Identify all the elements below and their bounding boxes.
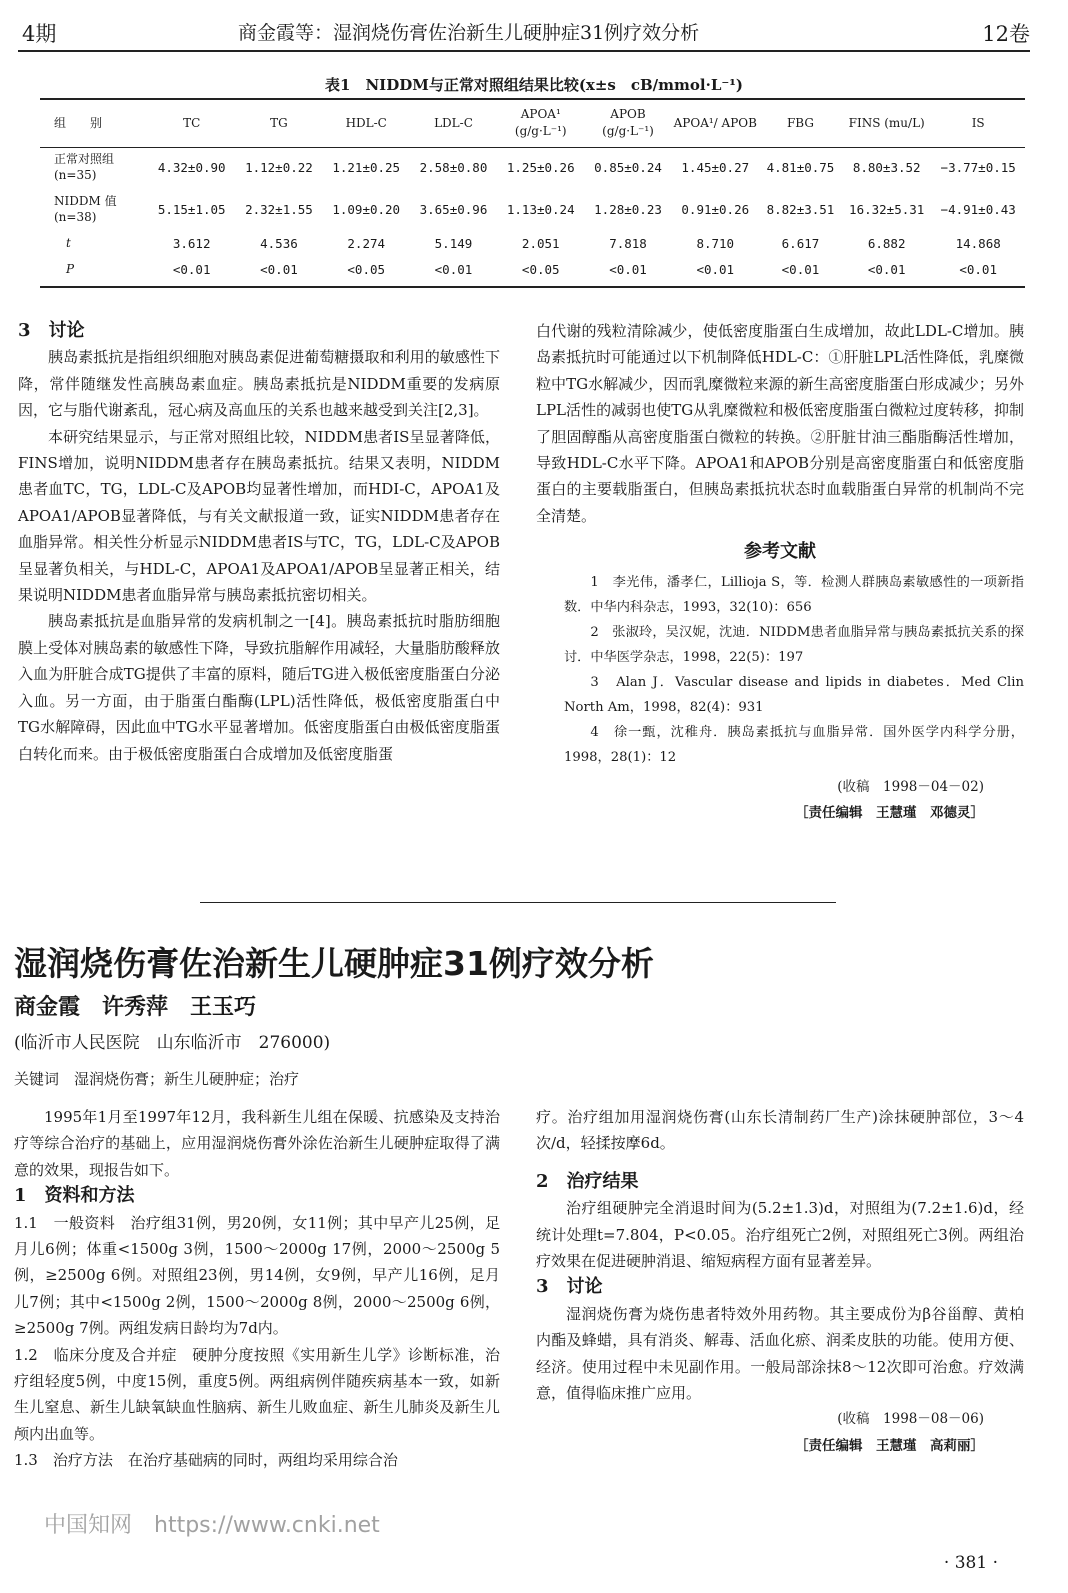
table-cell: 0.85±0.24	[594, 159, 662, 175]
table-group-cell	[40, 146, 148, 188]
table-cell: −3.77±0.15	[940, 159, 1016, 175]
section-heading: 3 讨论	[18, 320, 85, 341]
reference-item: 1 李光伟，潘孝仁，Lillioja S，等．检测人群胰岛素敏感性的一项新指数．中华内科杂志，1993，32(10)：656	[564, 574, 1024, 615]
table-header-cell: IS	[971, 115, 985, 130]
table-cell: 0.91±0.26	[681, 201, 750, 217]
table-cell: 5.15±1.05	[157, 201, 226, 217]
article-title: 湿润烧伤膏佐治新生儿硬肿症31例疗效分析	[14, 944, 654, 983]
table-cell: 14.868	[955, 235, 1001, 251]
table-row	[40, 188, 1025, 230]
table-cell: 1.28±0.23	[594, 201, 662, 217]
table-cell: 2.274	[347, 235, 386, 251]
volume-label: 12卷	[982, 22, 1030, 46]
page-number: · 381 ·	[943, 1553, 998, 1573]
table-header-cell: APOA¹ (g/g·L⁻¹)	[514, 107, 567, 138]
article1-left-column	[18, 318, 500, 767]
table-header-cell: FINS (mu/L)	[848, 115, 925, 130]
table-group-cell	[40, 256, 148, 282]
table-cell: 1.25±0.26	[506, 159, 575, 175]
reference-item: 3 Alan J．Vascular disease and lipids in diabetes．Med Clin North Am，1998，82(4)：931	[564, 674, 1024, 715]
table-header-row	[40, 100, 1025, 146]
body-paragraph: 1.3 治疗方法 在治疗基础病的同时，两组均采用综合治	[14, 1451, 398, 1470]
header-rule	[18, 50, 1030, 52]
table-cell: 1.09±0.20	[332, 201, 401, 217]
editor-credit: ［责任编辑 王慧瑾 邓德灵］	[795, 805, 984, 822]
body-paragraph: 胰岛素抵抗是血脂异常的发病机制之一[4]。胰岛素抵抗时脂肪细胞膜上受体对胰岛素的敏感性下降，导致抗脂解作用减轻，大量脂肪酸释放入血为肝脏合成TG提供了丰富的原料，随后TG进入极低密度脂蛋白分泌入血。另一方面，由于脂蛋白酯酶(LPL)活性降低，极低密度脂蛋白中TG水解障碍，因此血中TG水平显著增加。低密度脂蛋白由极低密度脂蛋白转化而来。由于极低密度脂蛋白合成增加及低密度脂蛋	[18, 612, 500, 763]
table-cell: 4.81±0.75	[766, 159, 835, 175]
table-cell: <0.01	[609, 261, 647, 277]
table-header-cell: TG	[270, 115, 288, 130]
table-cell: 1.21±0.25	[332, 159, 401, 175]
results-table	[40, 100, 1025, 282]
table-cell: <0.01	[260, 261, 298, 277]
keywords: 关键词 湿润烧伤膏；新生儿硬肿症；治疗	[14, 1070, 300, 1088]
table-cell: 6.617	[781, 235, 820, 251]
article1-right-column	[536, 318, 1024, 826]
received-date: (收稿 1998－08－06)	[837, 1411, 984, 1428]
table-cell: 8.80±3.52	[852, 159, 921, 175]
table-cell: <0.01	[781, 261, 820, 277]
table-cell: 7.818	[609, 235, 647, 251]
group-n: (n=38)	[54, 210, 97, 224]
table-cell: 8.82±3.51	[766, 201, 835, 217]
body-paragraph: 1.2 临床分度及合并症 硬肿分度按照《实用新生儿学》诊断标准，治疗组轻度5例，中度15例，重度5例。两组病例伴随疾病基本一致，如新生儿窒息、新生儿缺氧缺血性脑病、新生儿败血症、新生儿肺炎及新生儿颅内出血等。	[14, 1345, 500, 1443]
table-cell: 2.32±1.55	[245, 201, 313, 217]
section-heading: 3 讨论	[536, 1276, 603, 1298]
table-cell: 8.710	[696, 235, 735, 251]
body-paragraph: 湿润烧伤膏为烧伤患者特效外用药物。其主要成份为β谷甾醇、黄柏内酯及蜂蜡，具有消炎、解毒、活血化瘀、润柔皮肤的功能。使用方便、经济。使用过程中未见副作用。一般局部涂抹8～12次即可治愈。疗效满意，值得临床推广应用。	[536, 1304, 1024, 1403]
table-cell: <0.01	[959, 261, 997, 277]
table-row	[40, 230, 1025, 256]
issue-label: 4期	[22, 22, 57, 46]
affiliation: (临沂市人民医院 山东临沂市 276000)	[14, 1033, 331, 1053]
group-n: (n=35)	[54, 168, 97, 182]
table-cell: 2.58±0.80	[419, 159, 488, 175]
table-header-cell: APOA¹/ APOB	[673, 115, 757, 130]
table-cell: 1.13±0.24	[506, 201, 575, 217]
table-cell: <0.01	[867, 261, 906, 277]
table-row	[40, 146, 1025, 188]
table-cell: <0.05	[347, 261, 386, 277]
table-cell: 5.149	[434, 235, 473, 251]
group-label: 正常对照组	[54, 152, 115, 166]
table-header-cell: 组 别	[54, 115, 103, 130]
table-cell: <0.01	[696, 261, 735, 277]
body-paragraph: 胰岛素抵抗是指组织细胞对胰岛素促进葡萄糖摄取和利用的敏感性下降，常伴随继发性高胰岛素血症。胰岛素抵抗是NIDDM重要的发病原因，它与脂代谢紊乱，冠心病及高血压的关系也越来越受到关注[2,3]。	[18, 348, 500, 420]
cnki-watermark: 中国知网 https://www.cnki.net	[44, 1513, 380, 1538]
table-cell: 4.536	[260, 235, 298, 251]
table-header-cell: HDL-C	[345, 115, 387, 130]
table-bottom-rule	[40, 286, 1025, 288]
table-cell: −4.91±0.43	[940, 201, 1016, 217]
table-header-cell: APOB (g/g·L⁻¹)	[602, 107, 654, 138]
table-cell: 3.612	[172, 235, 211, 251]
table-header-cell: FBG	[786, 115, 814, 130]
section-heading: 1 资料和方法	[14, 1185, 135, 1207]
table-mid-rule	[40, 147, 1025, 148]
authors: 商金霞 许秀萍 王玉巧	[14, 995, 257, 1020]
table-cell: 1.45±0.27	[681, 159, 750, 175]
table-cell: <0.01	[434, 261, 473, 277]
group-label: P	[66, 262, 75, 276]
table-cell: 1.12±0.22	[245, 159, 313, 175]
editor-credit: ［责任编辑 王慧瑾 高莉丽］	[795, 1437, 984, 1454]
article2-left-column	[14, 1104, 500, 1474]
table-group-cell	[40, 230, 148, 256]
table-header-cell: TC	[183, 115, 201, 130]
table-cell: <0.05	[521, 261, 560, 277]
body-paragraph: 1995年1月至1997年12月，我科新生儿组在保暖、抗感染及支持治疗等综合治疗的基础上，应用湿润烧伤膏外涂佐治新生儿硬肿症取得了满意的效果，现报告如下。	[14, 1108, 500, 1179]
table-cell: 4.32±0.90	[157, 159, 226, 175]
table-caption: 表1 NIDDM与正常对照组结果比较(x±s cB/mmol·L⁻¹)	[325, 76, 743, 94]
body-paragraph: 疗。治疗组加用湿润烧伤膏(山东长清制药厂生产)涂抹硬肿部位，3～4次/d，轻揉按摩6d。	[536, 1108, 1024, 1153]
section-heading: 2 治疗结果	[536, 1170, 639, 1192]
group-label: t	[66, 236, 71, 250]
body-paragraph: 治疗组硬肿完全消退时间为(5.2±1.3)d，对照组为(7.2±1.6)d，经统计处理t=7.804，P<0.05。治疗组死亡2例，对照组死亡3例。两组治疗效果在促进硬肿消退、缩短病程方面有显著差异。	[536, 1199, 1024, 1271]
article2-right-column	[536, 1104, 1024, 1459]
reference-item: 2 张淑玲，吴汉妮，沈迪．NIDDM患者血脂异常与胰岛素抵抗关系的探讨．中华医学杂志，1998，22(5)：197	[564, 624, 1024, 665]
article-divider	[200, 902, 836, 903]
table-row	[40, 256, 1025, 282]
table-cell: 3.65±0.96	[419, 201, 488, 217]
body-paragraph: 白代谢的残粒清除减少，使低密度脂蛋白生成增加，故此LDL-C增加。胰岛素抵抗时可能通过以下机制降低HDL-C：①肝脏LPL活性降低，乳糜微粒中TG水解减少，因而乳糜微粒来源的新生高密度脂蛋白形成减少；另外LPL活性的减弱也使TG从乳糜微粒和极低密度脂蛋白微粒过度转移，抑制了胆固醇酯从高密度脂蛋白微粒的转换。②肝脏甘油三酯脂酶活性增加，导致HDL-C水平下降。APOA1和APOB分别是高密度脂蛋白和低密度脂蛋白的主要载脂蛋白，但胰岛素抵抗状态时血载脂蛋白异常的机制尚不完全清楚。	[536, 322, 1024, 525]
table-cell: 2.051	[521, 235, 560, 251]
group-label: NIDDM 值	[54, 194, 117, 208]
references-heading: 参考文献	[744, 541, 816, 563]
table-header-cell: LDL-C	[434, 115, 473, 130]
table-group-cell	[40, 188, 148, 230]
body-paragraph: 本研究结果显示，与正常对照组比较，NIDDM患者IS呈显著降低，FINS增加，说明NIDDM患者存在胰岛素抵抗。结果又表明，NIDDM患者血TC，TG，LDL-C及APOB均显著性增加，而HDI-C，APOA1及APOA1/APOB显著降低，与有关文献报道一致，证实NIDDM患者存在血脂异常。相关性分析显示NIDDM患者IS与TC，TG，LDL-C及APOB呈显著负相关，与HDL-C，APOA1及APOA1/APOB呈显著正相关，结果说明NIDDM患者血脂异常与胰岛素抵抗密切相关。	[18, 427, 500, 605]
reference-item: 4 徐一甄，沈稚舟．胰岛素抵抗与血脂异常．国外医学内科学分册，1998，28(1)：12	[564, 724, 1024, 765]
table-cell: <0.01	[172, 261, 211, 277]
body-paragraph: 1.1 一般资料 治疗组31例，男20例，女11例；其中早产儿25例，足月儿6例；体重<1500g 3例，1500～2000g 17例，2000～2500g 5例，≥2500g 6例。对照组23例，男14例，女9例，早产儿16例，足月儿7例；其中<1500g 2例，1500～2000g 8例，2000～2500g 6例，≥2500g 7例。两组发病日龄均为7d内。	[14, 1213, 500, 1338]
table-cell: 6.882	[867, 235, 906, 251]
table-cell: 16.32±5.31	[849, 201, 925, 217]
running-title: 商金霞等：湿润烧伤膏佐治新生儿硬肿症31例疗效分析	[238, 22, 700, 44]
received-date: (收稿 1998－04－02)	[837, 778, 984, 795]
